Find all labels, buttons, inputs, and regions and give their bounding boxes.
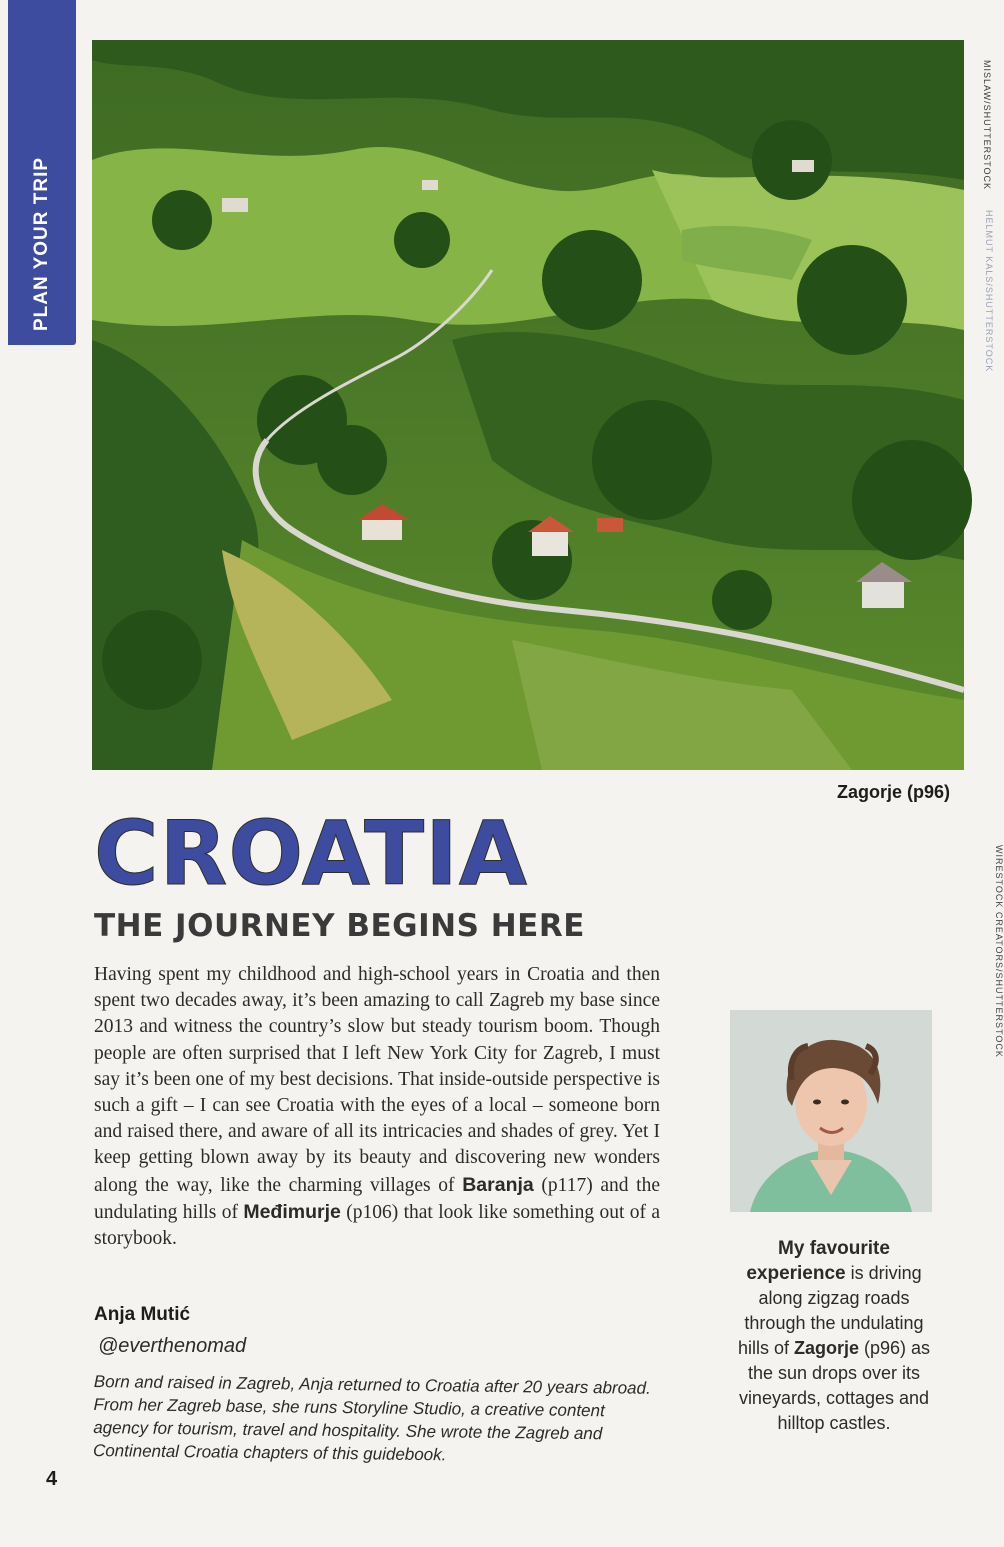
section-tab-label: PLAN YOUR TRIP (31, 156, 53, 332)
favourite-text: (p96) as the sun drops over its vineyards, cottages and hilltop castles. (738, 1338, 931, 1433)
author-portrait (730, 1010, 932, 1212)
photo-credit: WIRESTOCK CREATORS/SHUTTERSTOCK (994, 845, 1004, 1058)
favourite-text: is driving along zigzag roads through the undulating hills of (737, 1263, 924, 1358)
intro-text: (p117) and the undulating hills of (94, 1174, 660, 1223)
intro-text: Having spent my childhood and high-school years in Croatia and then spent two decades away, it’s been amazing to call Zagreb my base since 2013 and witness the country’s slow but steady tourism boom. Though people are often surprised that I left New York City for Zagreb, I must say it’s been one of my best decisions. That inside-outside perspective is such a gift – I can see Croatia with the eyes of a local – someone born and raised there, and aware of all its intricacies and shades of grey. Yet I keep getting blown away by its beauty and discovering new wonders along the way, like the charming villages of (94, 964, 660, 1196)
page-title: CROATIA (94, 802, 528, 905)
place-name: Međimurje (243, 1200, 341, 1223)
section-tab (8, 0, 76, 345)
landscape-illustration (92, 40, 964, 770)
favourite-experience (728, 1236, 940, 1436)
author-handle: @everthenomad (98, 1335, 247, 1357)
portrait-illustration (730, 1010, 932, 1212)
place-name: Baranja (462, 1173, 534, 1196)
photo-credit: MISLAW/SHUTTERSTOCK (982, 60, 992, 191)
photo-credit: HELMUT KALS/SHUTTERSTOCK (984, 210, 994, 373)
intro-paragraph (94, 962, 660, 1252)
author-name: Anja Mutić (94, 1304, 191, 1325)
intro-text: (p106) that look like something out of a storybook. (94, 1201, 660, 1250)
photo-caption: Zagorje (p96) (836, 782, 950, 802)
hero-photo (92, 40, 964, 770)
place-name: Zagorje (793, 1338, 859, 1358)
page-subtitle: THE JOURNEY BEGINS HERE (94, 908, 585, 944)
page-number: 4 (46, 1468, 58, 1490)
favourite-heading: My favourite experience (746, 1238, 890, 1284)
author-bio: Born and raised in Zagreb, Anja returned to Croatia after 20 years abroad. From her Zagreb base, she runs Storyline Studio, a creative content agency for tourism, travel and hospitality. She wrote the Zagreb and Continental Croatia chapters of this guidebook. (92, 1371, 651, 1465)
